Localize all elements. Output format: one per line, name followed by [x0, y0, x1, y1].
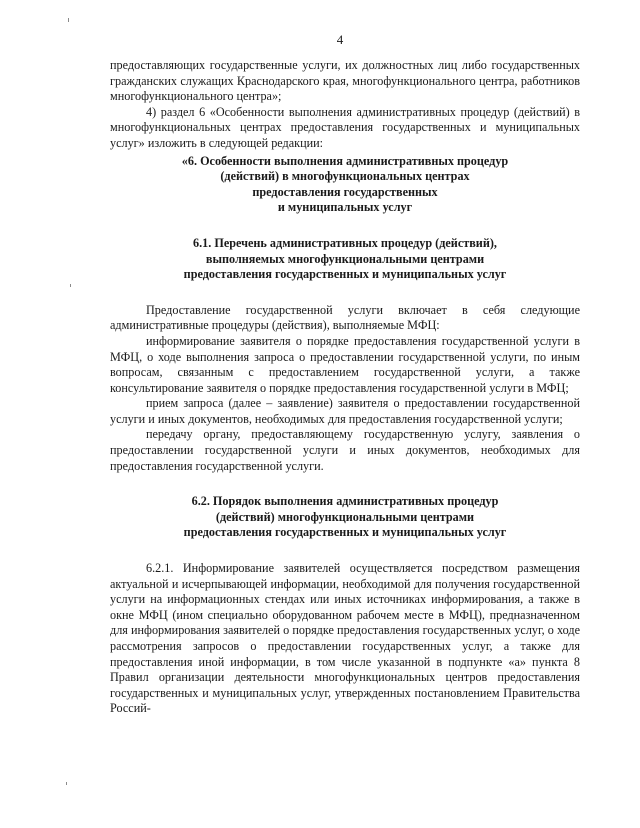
- section-6-1-heading-line: 6.1. Перечень административных процедур (действий),: [193, 235, 497, 250]
- section-6-heading-line: «6. Особенности выполнения административных процедур: [181, 153, 509, 168]
- section-6-heading: [110, 154, 580, 216]
- section-6-heading-line: предоставления государственных: [252, 184, 438, 199]
- section-6-1-item: прием запроса (далее – заявление) заявителя о предоставлении государственной услуги и иных документов, необходимых для предоставления государственной услуги;: [110, 396, 580, 426]
- page-number: 4: [336, 32, 344, 47]
- document-body: [110, 58, 580, 717]
- section-6-1-heading-line: предоставления государственных и муниципальных услуг: [183, 267, 507, 282]
- section-6-1-heading-line: выполняемых многофункциональными центрами: [205, 251, 485, 266]
- section-6-heading-line: (действий) в многофункциональных центрах: [220, 169, 470, 184]
- paragraph-continuation: предоставляющих государственные услуги, их должностных лиц либо государственных гражданских служащих Краснодарского края, многофункционального центра, работников многофункционального центра»;: [110, 58, 580, 104]
- section-6-1-intro: Предоставление государственной услуги включает в себя следующие административные процедуры (действия), выполняемые МФЦ:: [110, 302, 580, 333]
- section-6-2-heading-line: 6.2. Порядок выполнения административных процедур: [191, 494, 499, 509]
- section-6-heading-line: и муниципальных услуг: [277, 200, 413, 215]
- section-6-2-heading: [110, 494, 580, 541]
- scan-mark-left-2: [66, 782, 67, 785]
- scan-mark-left-1: [70, 284, 71, 287]
- section-6-2-heading-line: предоставления государственных и муниципальных услуг: [183, 525, 507, 540]
- scan-mark-top: [68, 18, 69, 22]
- section-6-1-heading: [110, 236, 580, 283]
- section-6-1-item: передачу органу, предоставляющему государственную услугу, заявления о предоставлении государственной услуги и иных документов, необходимых для предоставления государственной услуги.: [110, 427, 580, 473]
- section-6-2-heading-line: (действий) многофункциональными центрами: [215, 509, 475, 524]
- paragraph-item-4: 4) раздел 6 «Особенности выполнения административных процедур (действий) в многофункциональных центрах предоставления государственных и муниципальных услуг» изложить в следующей редакции:: [110, 104, 580, 150]
- section-6-1-item: информирование заявителя о порядке предоставления государственной услуги в МФЦ, о ходе выполнения запроса о предоставлении государственной услуги, по иным вопросам, связанным с предоставлением государственной услуги, а также консультирование заявителя о порядке предоставления государственной услуги в МФЦ;: [110, 333, 580, 395]
- section-6-2-1-paragraph: 6.2.1. Информирование заявителей осуществляется посредством размещения актуальной и исчерпывающей информации, необходимой для получения государственной услуги на информационных стендах или иных источниках информирования, а также в окне МФЦ (ином специально оборудованном рабочем месте в МФЦ), предназначенном для информирования заявителей о порядке предоставления государственных услуг, о ходе рассмотрения запросов о предоставлении государственных услуг, а также для предоставления иной информации, в том числе указанной в подпункте «а» пункта 8 Правил организации деятельности многофункциональных центров предоставления государственных и муниципальных услуг, утвержденных постановлением Правительства Россий-: [110, 561, 580, 716]
